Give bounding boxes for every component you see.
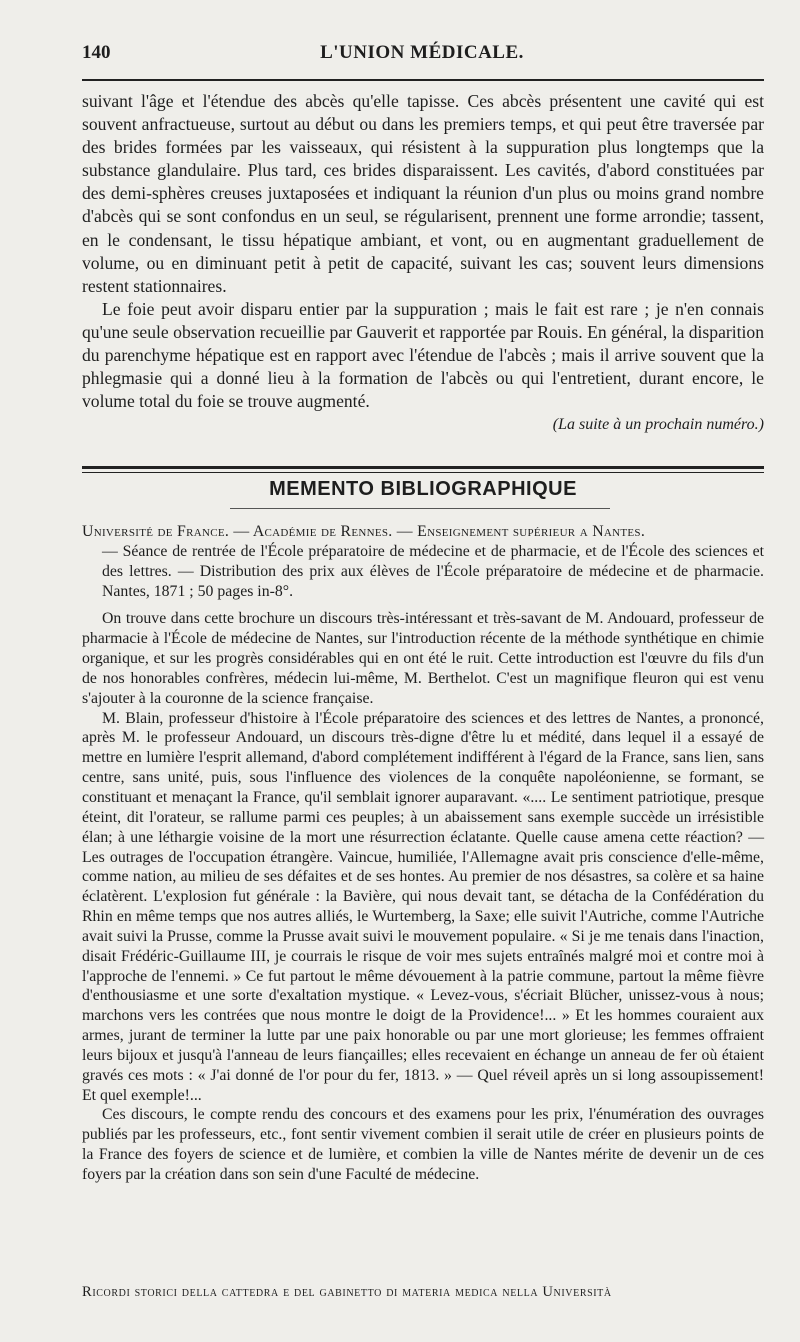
memento-paragraph: Ces discours, le compte rendu des concours et des examens pour les prix, l'énumération des ouvrages publiés par les professeurs, etc., font sentir vivement combien il serait utile de créer en plusieurs points de la France des foyers de science et de lumière, et combien la ville de Nantes mérite de devenir un de ces foyers par la création dans son sein d'une Faculté de médecine. bbox=[82, 1106, 764, 1183]
memento-title: MEMENTO BIBLIOGRAPHIQUE bbox=[269, 478, 577, 500]
page-number: 140 bbox=[82, 42, 111, 63]
memento-paragraph: On trouve dans cette brochure un discours très-intéressant et très-savant de M. Andouard, professeur de pharmacie à l'École de médecine de Nantes, sur l'introduction récente de la méthode synthétique en chimie organique, et sur les progrès considérables qui en ont été le ruit. Cette introduction est l'œuvre du fils d'un de nos honorables confrères, médecin lui-même, M. Berthelot. C'est un magnifique fleuron qui est venu s'ajouter à la couronne de la science française. bbox=[82, 610, 764, 707]
memento-content bbox=[82, 522, 764, 1185]
next-entry-heading: Ricordi storici della cattedra e del gabinetto di materia medica nella Università bbox=[82, 1284, 612, 1300]
article-paragraph: Le foie peut avoir disparu entier par la suppuration ; mais le fait est rare ; je n'en connais qu'une seule observation recueillie par Gauverit et rapportée par Rouis. En général, la disparition du parenchyme hépatique est en rapport avec l'étendue de l'abcès ; mais il arrive souvent que la phlegmasie qui a donné lieu à la formation de l'abcès ou qui l'entretient, durant encore, le volume total du foie se trouve augmenté. bbox=[82, 298, 764, 412]
memento-paragraph: M. Blain, professeur d'histoire à l'École préparatoire des sciences et des lettres de Nantes, a prononcé, après M. le professeur Andouard, un discours très-digne d'être lu et médité, dans lequel il a essayé de mettre en lumière l'esprit allemand, d'abord complétement indifférent à l'égard de la France, sans lien, sans centre, sans unité, puis, sous l'influence des violences de la conquête napoléonienne, se formant, se constituant et menaçant la France, qu'il semblait ignorer auparavant. «.... Le sentiment patriotique, presque éteint, dit l'orateur, se rallume parmi ces peuples; à un abaissement sans exemple succède un irrésistible élan; à une léthargie voisine de la mort une résurrection éclatante. Quelle cause amena cette réaction? — Les outrages de l'occupation étrangère. Vaincue, humiliée, l'Allemagne avait pris conscience d'elle-même, comme nation, au milieu de ses défaites et de ses hontes. Au premier de nos désastres, sa colère et sa haine éclatèrent. L'explosion fut générale : la Bavière, qui nous devait tant, se détacha de la Confédération du Rhin en même temps que nos autres alliés, le Wurtemberg, la Saxe; elle suivit l'Autriche, comme l'Autriche avait suivi la Prusse, comme la Prusse avait suivi le mouvement populaire. « Si je me tenais dans l'inaction, disait Frédéric-Guillaume III, je courrais le risque de voir mes sujets entraînés malgré moi et contre moi à l'approche de l'ennemi. » Ce fut partout le même dévouement à la patrie commune, partout la même fièvre d'enthousiasme et une sorte d'exaltation mystique. « Levez-vous, s'écriait Blücher, unissez-vous à nous; marchons vers les contrées que nous montre le doigt de la Providence!... » Et les hommes couraient aux armes, jurant de terminer la lutte par une paix honorable ou par une mort glorieuse; les femmes offraient leurs bijoux et jusqu'à l'anneau de leurs fiançailles; elles recevaient en échange un anneau de fer où étaient gravés ces mots : « J'ai donné de l'or pour du fer, 1813. » — Quel réveil après un si long assoupissement! Et quel exemple!... bbox=[82, 709, 764, 1104]
entry-detail: — Séance de rentrée de l'École préparatoire de médecine et de pharmacie, et de l'École des sciences et des lettres. — Distribution des prix aux élèves de l'École préparatoire de médecine et de pharmacie. Nantes, 1871 ; 50 pages in-8°. bbox=[102, 542, 764, 600]
section-rule-thin bbox=[82, 472, 764, 473]
memento-underline bbox=[230, 508, 610, 509]
running-title: L'UNION MÉDICALE. bbox=[320, 42, 524, 63]
article-paragraph: suivant l'âge et l'étendue des abcès qu'elle tapisse. Ces abcès présentent une cavité qui est souvent anfractueuse, surtout au début ou dans les premiers temps, et qui peut être traversée par des brides formées par les vaisseaux, qui résistent à la suppuration plus longtemps que la substance glandulaire. Plus tard, ces brides disparaissent. Les cavités, d'abord constituées par des demi-sphères creuses juxtaposées et indiquant la réunion d'un plus ou moins grand nombre d'abcès qui se sont confondus en un seul, se régularisent, prennent une forme arrondie; tassent, en le condensant, le tissu hépatique ambiant, et vont, ou en augmentant graduellement de volume, ou en diminuant petit à petit de capacité, suivant les cas; souvent leurs dimensions restent stationnaires. bbox=[82, 91, 764, 296]
section-rule-top bbox=[82, 466, 764, 469]
article-continuation bbox=[82, 90, 764, 436]
page-header bbox=[82, 42, 762, 74]
entry-heading: Université de France. — Académie de Rennes. — Enseignement supérieur a Nantes. bbox=[82, 523, 646, 540]
header-rule bbox=[82, 79, 764, 81]
continuation-note: (La suite à un prochain numéro.) bbox=[552, 416, 764, 434]
